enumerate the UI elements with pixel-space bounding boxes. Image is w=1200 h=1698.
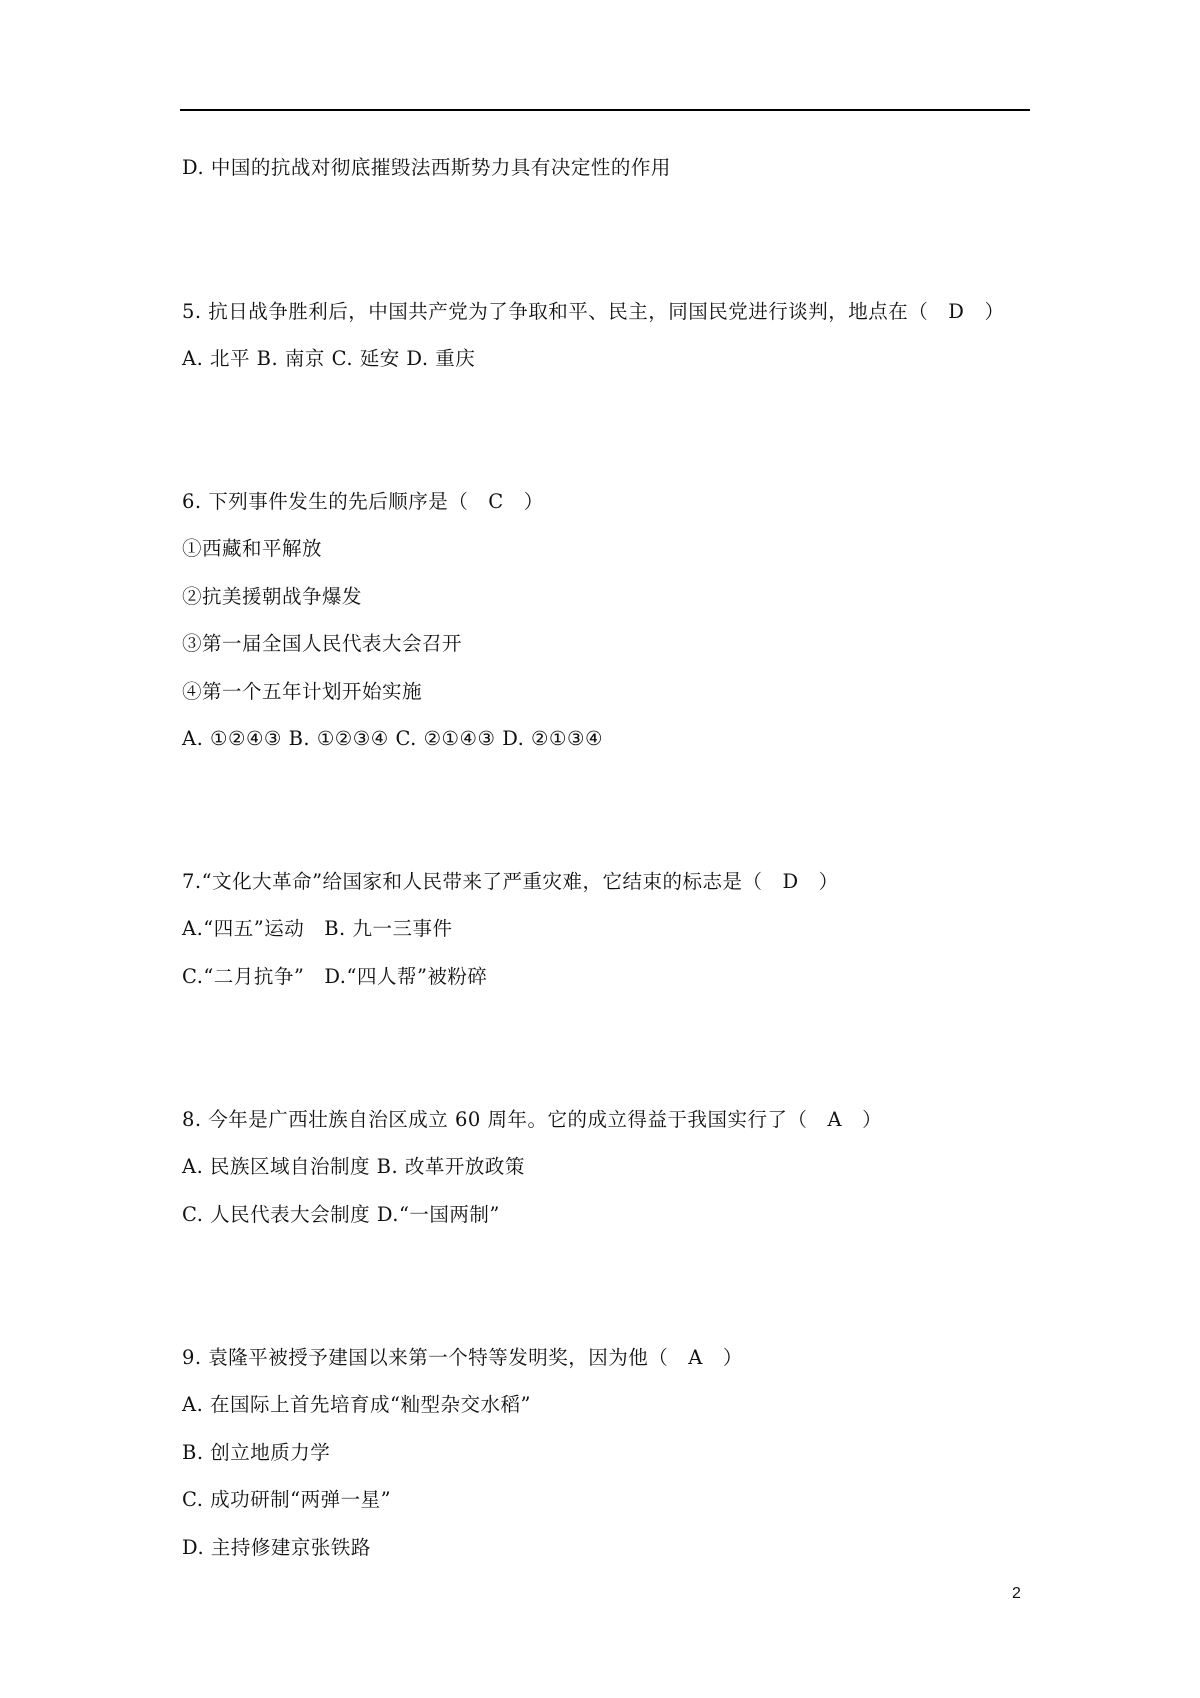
q5-options: A. 北平 B. 南京 C. 延安 D. 重庆 — [182, 347, 476, 370]
q7-question: 7.“文化大革命”给国家和人民带来了严重灾难，它结束的标志是（ D ） — [182, 870, 839, 893]
q5-question: 5. 抗日战争胜利后，中国共产党为了争取和平、民主，同国民党进行谈判，地点在（ D ） — [182, 300, 1005, 323]
q9-option-c: C. 成功研制“两弹一星” — [182, 1488, 392, 1511]
q8-options-cd: C. 人民代表大会制度 D.“一国两制” — [182, 1203, 500, 1226]
header-rule — [180, 109, 1030, 111]
q6-event-4: ④第一个五年计划开始实施 — [182, 680, 423, 703]
page-number: 2 — [1012, 1585, 1021, 1602]
q7-options-cd: C.“二月抗争” D.“四人帮”被粉碎 — [182, 965, 488, 988]
q6-event-3: ③第一届全国人民代表大会召开 — [182, 632, 463, 655]
q9-option-b: B. 创立地质力学 — [182, 1441, 331, 1464]
q7-options-ab: A.“四五”运动 B. 九一三事件 — [182, 917, 453, 940]
q4-option-d: D. 中国的抗战对彻底摧毁法西斯势力具有决定性的作用 — [182, 156, 671, 179]
q8-question: 8. 今年是广西壮族自治区成立 60 周年。它的成立得益于我国实行了（ A ） — [182, 1108, 883, 1131]
q6-event-2: ②抗美援朝战争爆发 — [182, 585, 363, 608]
q8-options-ab: A. 民族区域自治制度 B. 改革开放政策 — [182, 1155, 525, 1178]
q9-question: 9. 袁隆平被授予建国以来第一个特等发明奖，因为他（ A ） — [182, 1346, 743, 1369]
q6-question: 6. 下列事件发生的先后顺序是（ C ） — [182, 490, 544, 513]
q9-option-a: A. 在国际上首先培育成“籼型杂交水稻” — [182, 1393, 531, 1416]
q9-option-d: D. 主持修建京张铁路 — [182, 1536, 371, 1559]
q6-options: A. ①②④③ B. ①②③④ C. ②①④③ D. ②①③④ — [182, 727, 603, 750]
q6-event-1: ①西藏和平解放 — [182, 537, 323, 560]
